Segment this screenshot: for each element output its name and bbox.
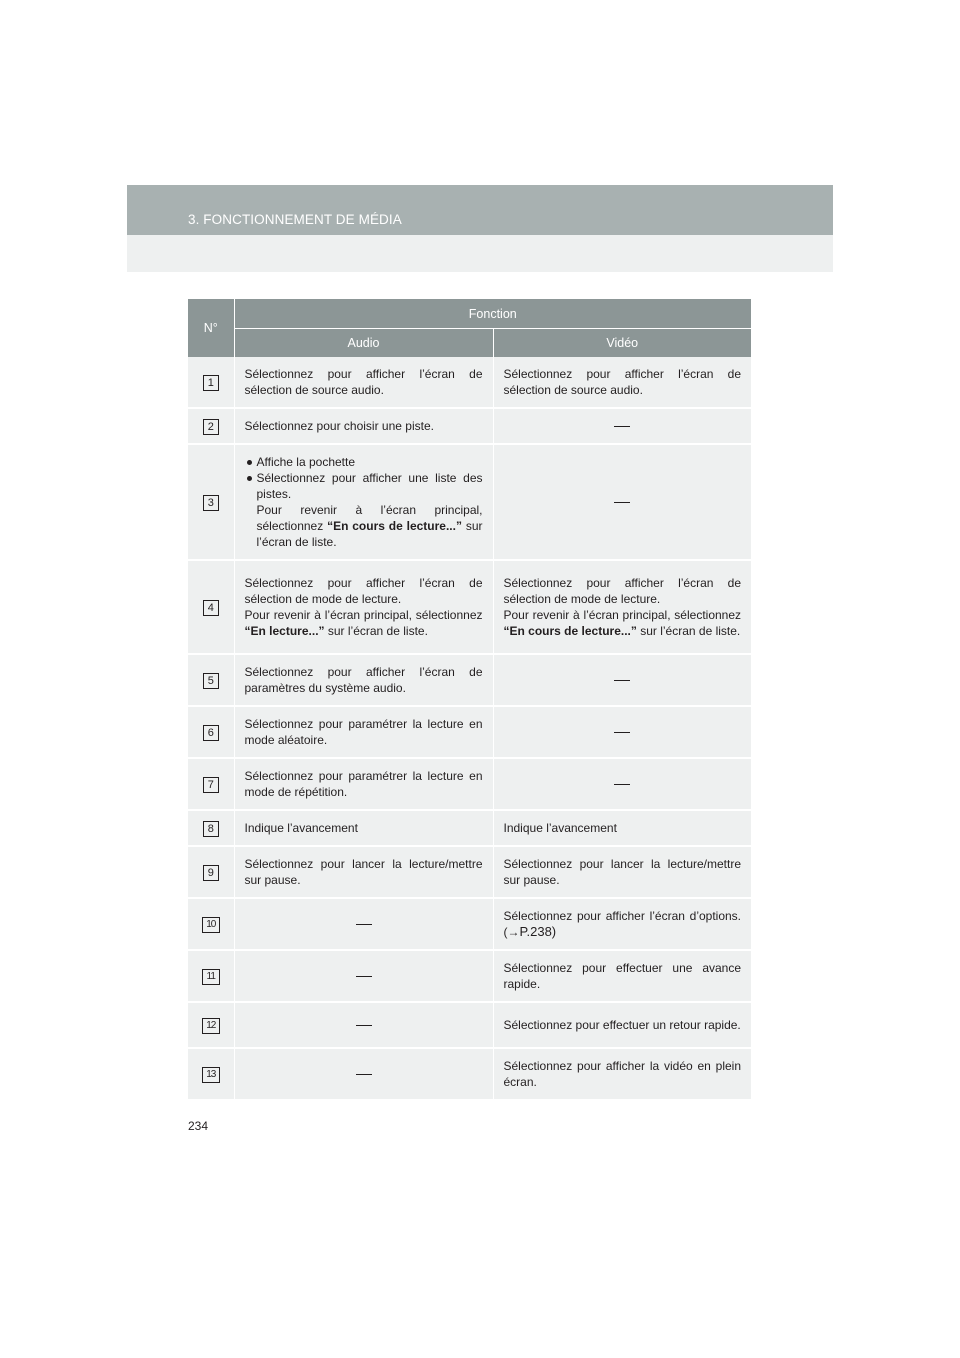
audio-cell — [234, 444, 493, 560]
table-row — [188, 1002, 751, 1048]
table-row — [188, 898, 751, 950]
dash-mark — [614, 680, 630, 681]
row-number-box: 13 — [202, 1067, 220, 1083]
video-cell: Sélectionnez pour afficher l’écran de sélection de source audio. — [493, 357, 751, 408]
table-row — [188, 357, 751, 408]
dash-mark — [356, 1074, 372, 1075]
row-number-box: 5 — [203, 673, 219, 689]
row-number-box: 12 — [202, 1018, 220, 1034]
row-number-box: 8 — [203, 821, 219, 837]
video-cell-empty — [493, 444, 751, 560]
audio-cell: Sélectionnez pour paramétrer la lecture en mode de répétition. — [234, 758, 493, 810]
video-cell: Sélectionnez pour afficher l’écran d’options. (→P.238) — [493, 898, 751, 950]
row-number-box: 3 — [203, 495, 219, 511]
video-cell-empty — [493, 408, 751, 444]
row-number-box: 9 — [203, 865, 219, 881]
audio-cell: Indique l’avancement — [234, 810, 493, 846]
video-cell: Indique l’avancement — [493, 810, 751, 846]
audio-cell-empty — [234, 1048, 493, 1100]
audio-cell: Sélectionnez pour afficher l’écran de sélection de mode de lecture. Pour revenir à l’écran principal, sélectionnez “En lecture...” sur l’écran de liste. — [234, 560, 493, 654]
audio-cell: Sélectionnez pour afficher l’écran de sélection de source audio. — [234, 357, 493, 408]
video-cell-empty — [493, 654, 751, 706]
video-cell: Sélectionnez pour effectuer une avance rapide. — [493, 950, 751, 1002]
table-row — [188, 706, 751, 758]
audio-cell: Sélectionnez pour paramétrer la lecture en mode aléatoire. — [234, 706, 493, 758]
section-title: 3. FONCTIONNEMENT DE MÉDIA — [188, 212, 402, 227]
dash-mark — [356, 976, 372, 977]
table-row — [188, 950, 751, 1002]
function-table — [188, 299, 751, 1101]
arrow-icon: → — [507, 925, 520, 939]
dash-mark — [356, 924, 372, 925]
dash-mark — [614, 502, 630, 503]
row-number-box: 2 — [203, 419, 219, 435]
table-row — [188, 444, 751, 560]
table-row — [188, 810, 751, 846]
audio-cell-empty — [234, 1002, 493, 1048]
video-cell-empty — [493, 706, 751, 758]
audio-cell-empty — [234, 950, 493, 1002]
row-number-box: 7 — [203, 777, 219, 793]
quoted-label: “En cours de lecture...” — [327, 519, 462, 533]
video-cell-empty — [493, 758, 751, 810]
dash-mark — [356, 1025, 372, 1026]
page-reference: P.238 — [519, 924, 552, 939]
dash-mark — [614, 426, 630, 427]
table-row — [188, 408, 751, 444]
bullet-list — [245, 454, 483, 550]
section-header-band — [127, 185, 833, 235]
row-number-box: 11 — [202, 969, 220, 985]
row-number-box: 1 — [203, 375, 219, 391]
header-function: Fonction — [234, 299, 751, 329]
table-row — [188, 1048, 751, 1100]
table-row — [188, 654, 751, 706]
quoted-label: “En lecture...” — [244, 624, 325, 638]
video-cell: Sélectionnez pour afficher l’écran de sélection de mode de lecture. Pour revenir à l’écran principal, sélectionnez “En cours de lecture...” sur l’écran de liste. — [493, 560, 751, 654]
audio-cell: Sélectionnez pour choisir une piste. — [234, 408, 493, 444]
row-number-box: 6 — [203, 725, 219, 741]
page-number: 234 — [188, 1119, 209, 1133]
audio-cell-empty — [234, 898, 493, 950]
table-row — [188, 846, 751, 898]
dash-mark — [614, 732, 630, 733]
bullet-item: Sélectionnez pour afficher une liste des pistes. Pour revenir à l’écran principal, sélectionnez “En cours de lecture...” sur l’écran de liste. — [245, 470, 483, 550]
table-row — [188, 758, 751, 810]
video-cell: Sélectionnez pour lancer la lecture/mettre sur pause. — [493, 846, 751, 898]
audio-cell: Sélectionnez pour afficher l’écran de paramètres du système audio. — [234, 654, 493, 706]
header-number: N° — [188, 299, 234, 357]
video-cell: Sélectionnez pour afficher la vidéo en plein écran. — [493, 1048, 751, 1100]
header-video: Vidéo — [493, 329, 751, 358]
row-number-box: 4 — [203, 600, 219, 616]
dash-mark — [614, 784, 630, 785]
quoted-label: “En cours de lecture...” — [503, 624, 637, 638]
section-header-subband — [127, 235, 833, 272]
bullet-item: Affiche la pochette — [245, 454, 483, 470]
header-audio: Audio — [234, 329, 493, 358]
video-cell: Sélectionnez pour effectuer un retour rapide. — [493, 1002, 751, 1048]
row-number-box: 10 — [202, 917, 220, 933]
audio-cell: Sélectionnez pour lancer la lecture/mettre sur pause. — [234, 846, 493, 898]
table-row — [188, 560, 751, 654]
